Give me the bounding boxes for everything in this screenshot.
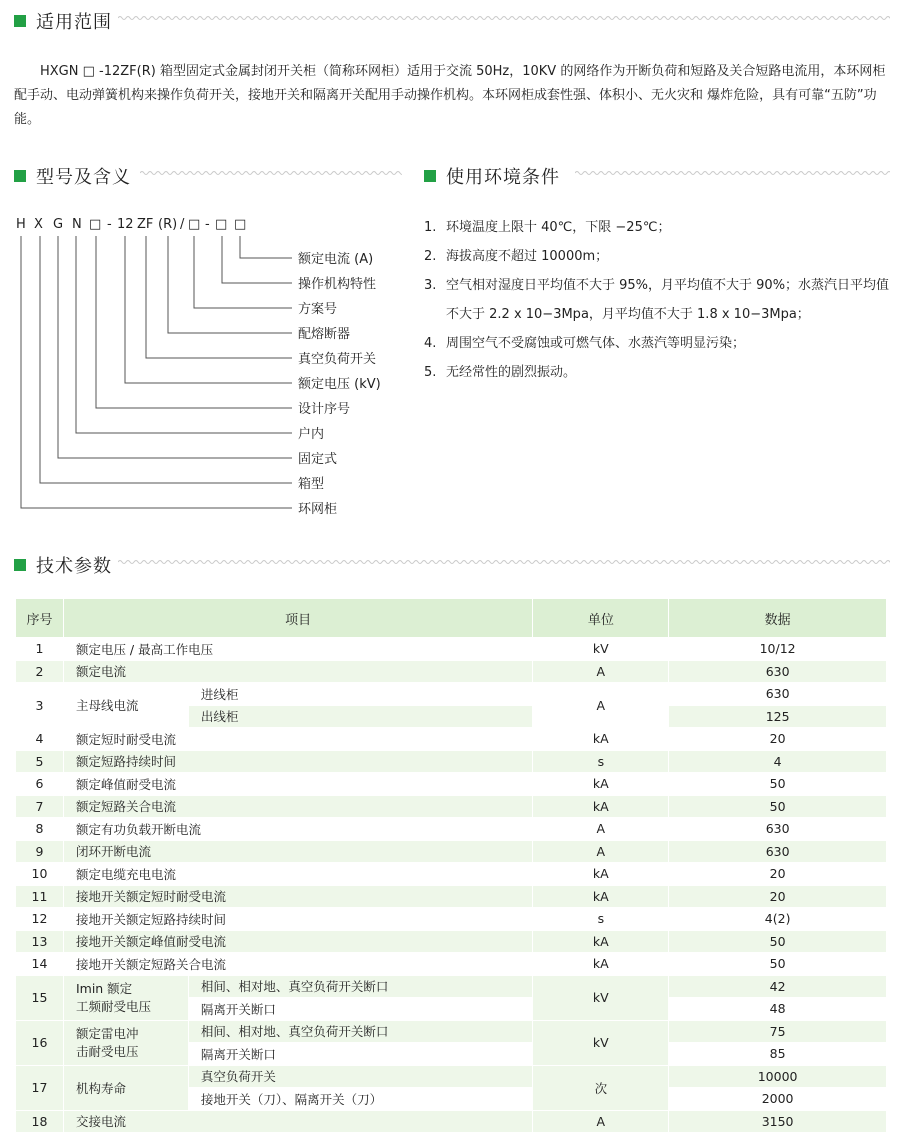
table-row: 11 接地开关额定短时耐受电流 kA 20	[16, 885, 887, 908]
table-header-row	[16, 599, 887, 638]
green-square-icon	[14, 559, 26, 571]
table-row: 18 交接电流 A 3150	[16, 1110, 887, 1133]
model-char: □	[188, 217, 201, 232]
model-char: □	[89, 217, 102, 232]
table-row: 隔离开关断口 48	[16, 998, 887, 1021]
table-row: 接地开关（刀）、隔离开关（刀） 2000	[16, 1088, 887, 1111]
tech-table	[15, 598, 887, 1133]
model-label: 真空负荷开关	[298, 352, 377, 367]
model-label: 额定电压 (kV)	[298, 377, 381, 392]
model-label: 方案号	[298, 302, 338, 317]
table-row: 8 额定有功负载开断电流 A 630	[16, 818, 887, 841]
table-row: 16 额定雷电冲 击耐受电压 相间、相对地、真空负荷开关断口 kV 75	[16, 1020, 887, 1043]
table-row: 2 额定电流 A 630	[16, 660, 887, 683]
env-item: 3. 空气相对湿度日平均值不大于 95%，月平均值不大于 90%；水蒸汽日平均值不大于 2.2 x 10−3Mpa，月平均值不大于 1.8 x 10−3Mpa；	[424, 278, 890, 322]
table-row: 10 额定电缆充电电流 kA 20	[16, 863, 887, 886]
table-row: 隔离开关断口 85	[16, 1043, 887, 1066]
env-item: 1. 环境温度上限十 40℃，下限 −25℃；	[424, 220, 671, 235]
green-square-icon	[424, 170, 436, 182]
env-item: 2. 海拔高度不超过 10000m；	[424, 249, 609, 264]
model-char: -	[205, 217, 210, 232]
table-row: 14 接地开关额定短路关合电流 kA 50	[16, 953, 887, 976]
model-label: 箱型	[298, 477, 325, 492]
model-char: N	[72, 217, 82, 232]
env-item: 4. 周围空气不受腐蚀或可燃气体、水蒸汽等明显污染；	[424, 336, 746, 351]
table-row: 3 主母线电流 进线柜 A 630	[16, 683, 887, 706]
model-label: 额定电流 (A)	[298, 252, 374, 267]
section-title: 技术参数	[36, 556, 112, 577]
section-header-tech	[14, 552, 112, 578]
model-char: □	[215, 217, 228, 232]
header-data: 数据	[669, 599, 887, 638]
intro-paragraph: HXGN □ -12ZF(R) 箱型固定式金属封闭开关柜（简称环网柜）适用于交流 50Hz，10KV 的网络作为开断负荷和短路及关合短路电流用，本环网柜配手动、电动弹簧机构来操作负荷开关，接地开关和隔离开关配用手动操作机构。本环网柜成套性强、体积小、无火灾和 爆炸危险，具有可靠“五防”功能。	[14, 64, 886, 127]
table-row: 5 额定短路持续时间 s 4	[16, 750, 887, 773]
model-label: 操作机构特性	[298, 277, 377, 292]
env-list	[424, 213, 894, 387]
model-char: ZF	[137, 217, 154, 232]
header-item: 项目	[63, 599, 532, 638]
header-unit: 单位	[533, 599, 669, 638]
model-char: 12	[117, 217, 134, 232]
section-title: 使用环境条件	[446, 167, 560, 188]
section-header-env	[424, 163, 560, 189]
wavy-divider	[575, 169, 890, 177]
model-char: G	[53, 217, 64, 232]
model-char: H	[16, 217, 26, 232]
header-no: 序号	[16, 599, 64, 638]
model-char: /	[180, 217, 185, 232]
env-item: 5. 无经常性的剧烈振动。	[424, 365, 577, 380]
table-row: 17 机构寿命 真空负荷开关 次 10000	[16, 1065, 887, 1088]
table-row: 12 接地开关额定短路持续时间 s 4(2)	[16, 908, 887, 931]
table-row: 9 闭环开断电流 A 630	[16, 840, 887, 863]
model-char: □	[234, 217, 247, 232]
model-label: 固定式	[298, 452, 338, 467]
model-label: 设计序号	[298, 402, 351, 417]
table-row: 4 额定短时耐受电流 kA 20	[16, 728, 887, 751]
model-label: 环网柜	[298, 502, 338, 517]
model-label: 配熔断器	[298, 327, 351, 342]
table-row: 7 额定短路关合电流 kA 50	[16, 795, 887, 818]
wavy-divider	[118, 558, 890, 566]
model-char: (R)	[158, 217, 178, 232]
table-row: 13 接地开关额定峰值耐受电流 kA 50	[16, 930, 887, 953]
table-row: 6 额定峰值耐受电流 kA 50	[16, 773, 887, 796]
model-char: X	[34, 217, 43, 232]
table-row: 15 Imin 额定 工频耐受电压 相间、相对地、真空负荷开关断口 kV 42	[16, 975, 887, 998]
model-label: 户内	[298, 427, 325, 442]
table-row: 出线柜 125	[16, 705, 887, 728]
section-title: 适用范围	[36, 12, 112, 33]
section-title: 型号及含义	[36, 167, 131, 188]
table-row: 1 额定电压 / 最高工作电压 kV 10/12	[16, 638, 887, 661]
model-char: -	[107, 217, 112, 232]
